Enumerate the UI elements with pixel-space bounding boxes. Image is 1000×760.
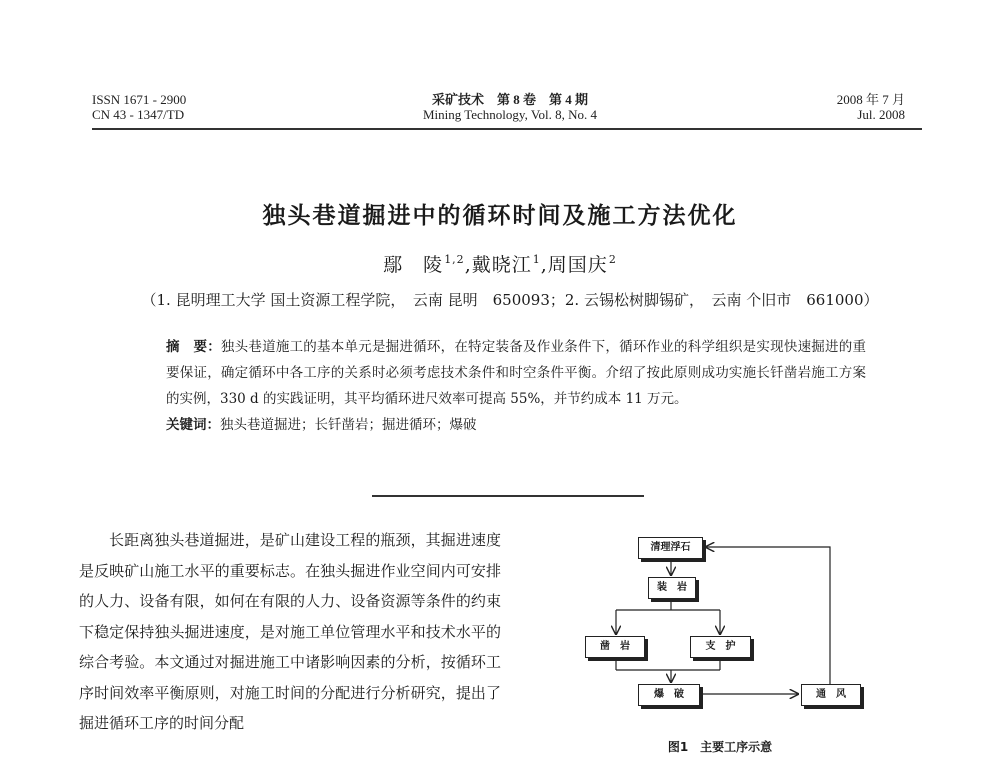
- paper-title: 独头巷道掘进中的循环时间及施工方法优化: [262, 203, 738, 229]
- header-rule: [92, 128, 922, 130]
- author-separator: ,: [540, 254, 548, 276]
- journal-date-block: [740, 92, 905, 122]
- author-name: 戴晓江: [471, 254, 532, 276]
- flow-box-clear-rock: 清理浮石: [638, 537, 703, 559]
- flow-box-support: 支 护: [690, 636, 751, 658]
- author-name: 周国庆: [547, 254, 608, 276]
- abstract-block: [166, 334, 866, 438]
- journal-name-cn: 采矿技术 第 8 卷 第 4 期: [431, 92, 588, 107]
- abstract-label: 摘 要：: [166, 339, 221, 355]
- figure-caption: 图1 主要工序示意: [667, 740, 773, 754]
- journal-name-block: [360, 92, 660, 122]
- keywords-text: 独头巷道掘进；长钎凿岩；掘进循环；爆破: [220, 417, 477, 433]
- author-name: 鄢 陵: [383, 254, 444, 276]
- keywords-label: 关键词：: [166, 417, 220, 433]
- author-affil-mark: 2: [608, 253, 617, 266]
- body-paragraph: 长距离独头巷道掘进，是矿山建设工程的瓶颈，其掘进速度是反映矿山施工水平的重要标志。在独头掘进作业空间内可安排的人力、设备有限，如何在有限的人力、设备资源等条件的约束下稳定保持独头掘进速度，是对施工单位管理水平和技术水平的综合考验。本文通过对掘进施工中诸影响因素的分析，按循环工序时间效率平衡原则，对施工时间的分配进行分析研究，提出了掘进循环工序的时间分配: [79, 531, 501, 732]
- abstract-paragraph: [166, 334, 866, 412]
- journal-issn-block: [92, 92, 186, 122]
- date-cn: 2008 年 7 月: [836, 92, 905, 107]
- keywords-paragraph: [166, 412, 866, 438]
- author-affil-mark: 1: [532, 253, 541, 266]
- author-separator: ,: [464, 254, 472, 276]
- flow-box-drilling: 凿 岩: [585, 636, 645, 658]
- author-list: [0, 250, 1000, 277]
- flow-box-ventilation: 通 风: [801, 684, 861, 706]
- flow-box-loading: 装 岩: [648, 577, 696, 599]
- flow-box-blasting: 爆 破: [638, 684, 700, 706]
- abstract-separator-rule: [372, 495, 644, 497]
- arrow-vent-to-clear: [706, 547, 830, 684]
- cn-text: CN 43 - 1347/TD: [92, 107, 185, 122]
- author-affil-mark: 1,2: [444, 253, 465, 266]
- journal-name-en: Mining Technology, Vol. 8, No. 4: [422, 107, 598, 122]
- issn-text: ISSN 1671 - 2900: [92, 92, 187, 107]
- abstract-text: 独头巷道施工的基本单元是掘进循环，在特定装备及作业条件下，循环作业的科学组织是实现快速掘进的重要保证，确定循环中各工序的关系时必须考虑技术条件和时空条件平衡。介绍了按此原则成功实施长钎凿岩施工方案的实例，330 d 的实践证明，其平均循环进尺效率可提高 55%，并节约成本 11 万元。: [166, 339, 867, 407]
- affiliations: （1. 昆明理工大学 国土资源工程学院， 云南 昆明 650093；2. 云锡松树脚锡矿， 云南 个旧市 661000）: [141, 291, 879, 309]
- date-en: Jul. 2008: [857, 107, 905, 122]
